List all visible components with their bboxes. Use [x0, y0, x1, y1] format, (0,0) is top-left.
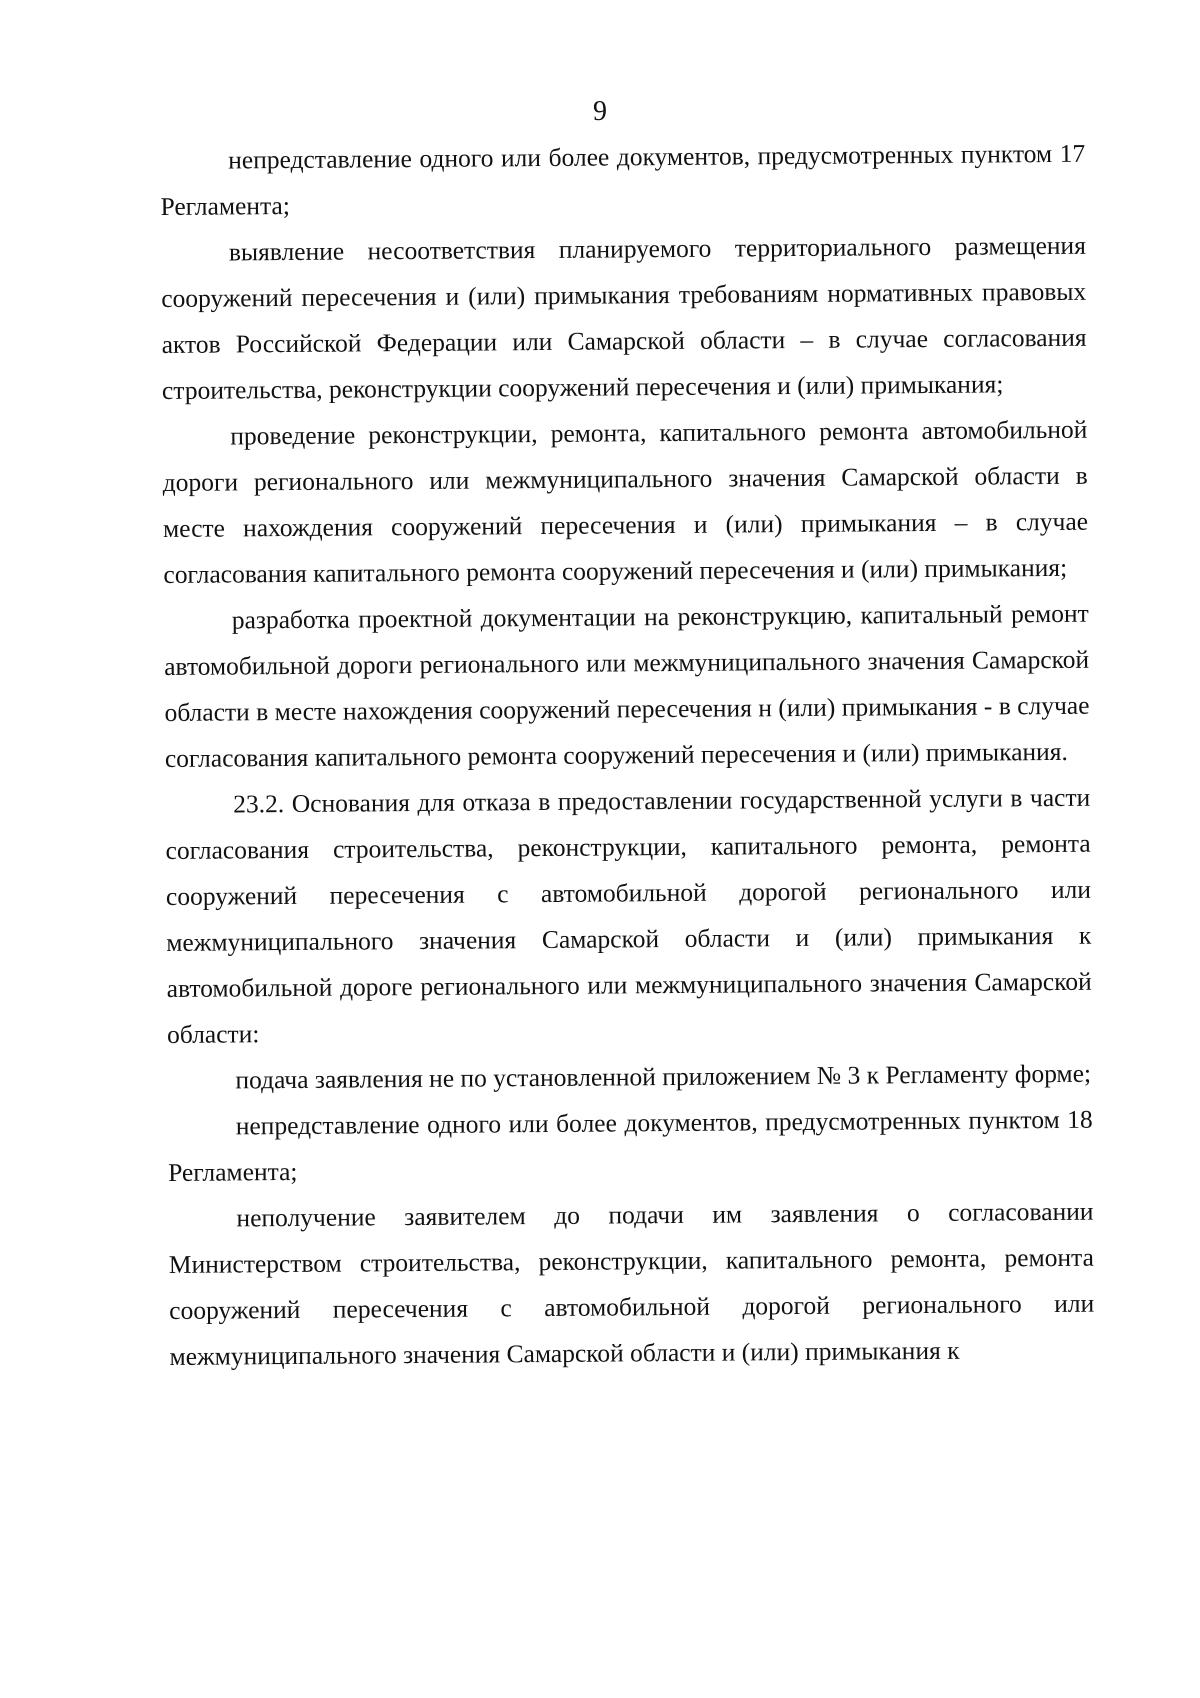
paragraph-5: 23.2. Основания для отказа в предоставлении государственной услуги в части согласования строительства, реконструкции, капитального ремонта, ремонта сооружений пересечения с автомобильной дорогой регионального или межмуниципального значения Самарской области и (или) примыкания к автомобильной дороге регионального или межмуниципального значения Самарской области:: [165, 782, 1092, 1049]
paragraph-8: неполучение заявителем до подачи им заявления о согласовании Министерством строительства, реконструкции, капитального ремонта, ремонта сооружений пересечения с автомобильной дорогой регионального или межмуниципального значения Самарской области и (или) примыкания к: [168, 1196, 1095, 1371]
paragraph-3: проведение реконструкции, ремонта, капитального ремонта автомобильной дороги регионального или межмуниципального значения Самарской области в месте нахождения сооружений пересечения и (или) примыкания – в случае согласования капитального ремонта сооружений пересечения и (или) примыкания;: [162, 414, 1089, 589]
paragraph-1: непредставление одного или более документов, предусмотренных пунктом 17 Регламента;: [160, 138, 1086, 221]
paragraph-4: разработка проектной документации на реконструкцию, капитальный ремонт автомобильной дороги регионального или межмуниципального значения Самарской области в месте нахождения сооружений пересечения н (или) примыкания - в случае согласования капитального ремонта сооружений пересечения и (или) примыкания.: [164, 598, 1090, 773]
page-number: 9: [593, 96, 607, 127]
paragraph-7: непредставление одного или более документов, предусмотренных пунктом 18 Регламента;: [168, 1104, 1093, 1187]
paragraph-2: выявление несоответствия планируемого территориального размещения сооружений пересечения и (или) примыкания требованиям нормативных правовых актов Российской Федерации или Самарской области – в случае согласования строительства, реконструкции сооружений пересечения и (или) примыкания;: [161, 230, 1087, 405]
document-body: [160, 131, 1095, 1380]
paragraph-6: подача заявления не по установленной приложением № 3 к Регламенту форме;: [235, 1058, 1092, 1095]
